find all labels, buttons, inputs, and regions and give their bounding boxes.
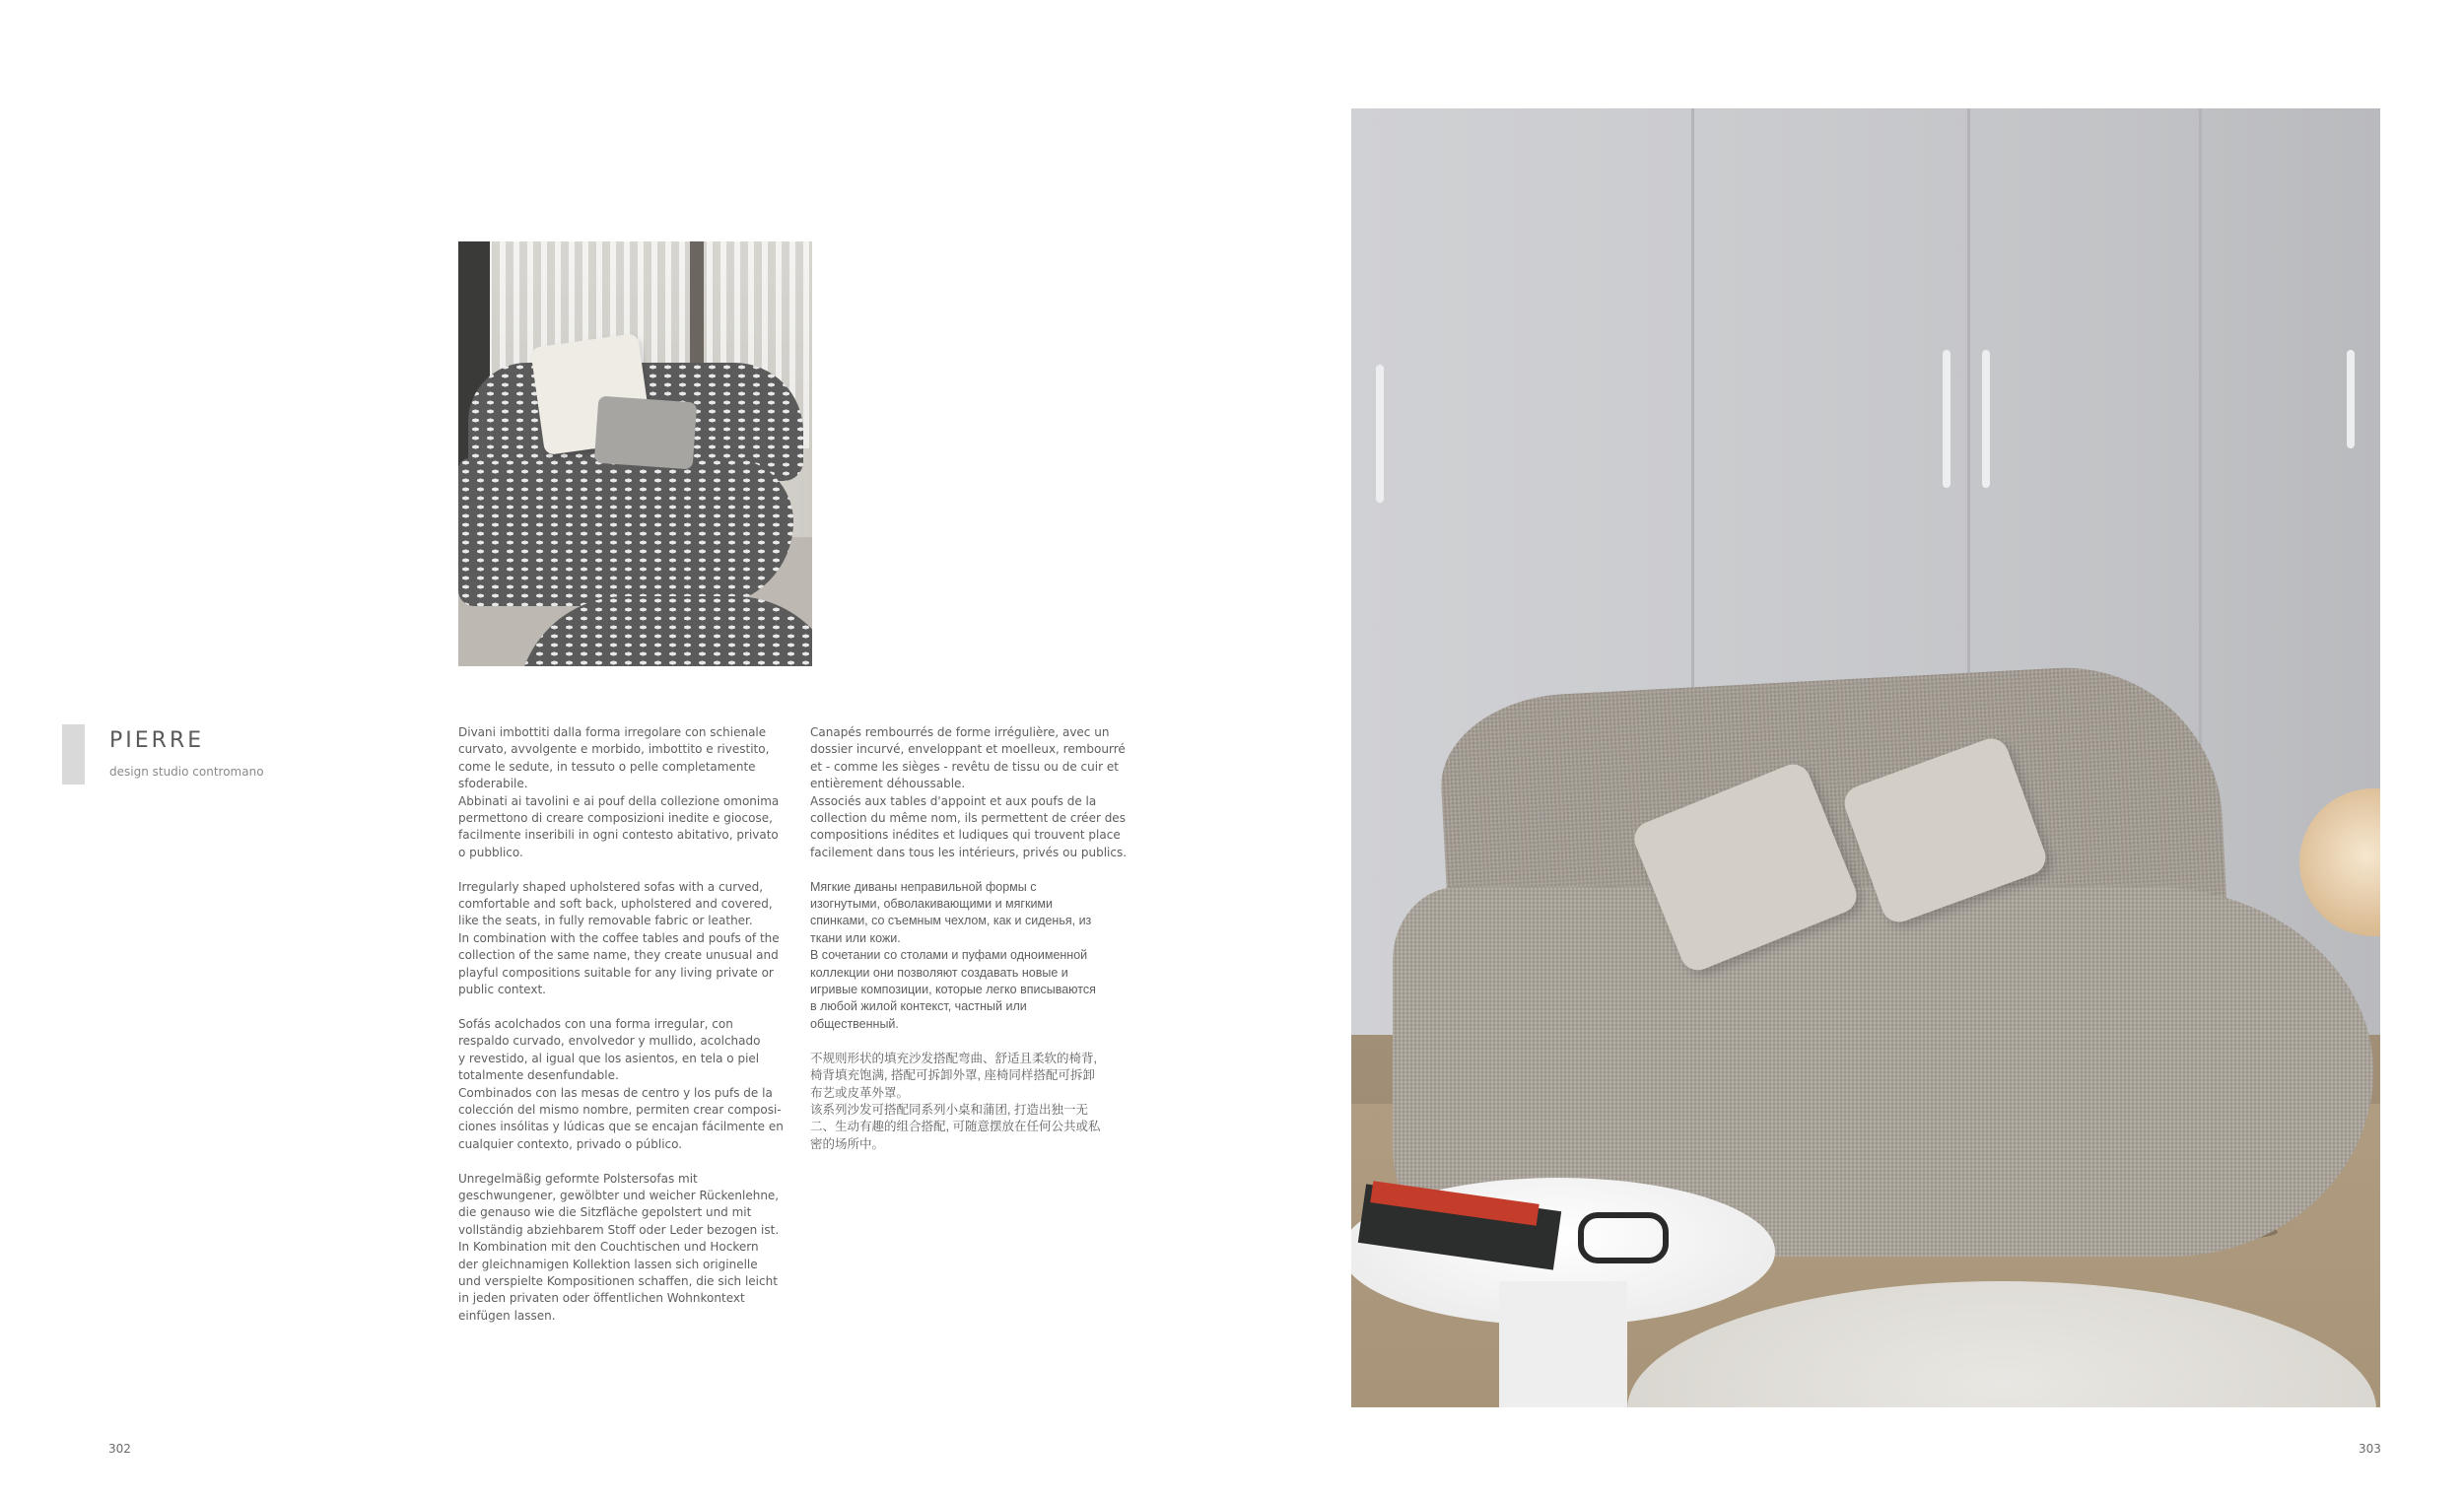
title-accent-bar: [62, 724, 85, 784]
wardrobe-handle: [2347, 350, 2355, 448]
description-chinese: 不规则形状的填充沙发搭配弯曲、舒适且柔软的椅背, 椅背填充饱满, 搭配可拆卸外罩, 座椅同样搭配可拆卸 布艺或皮革外罩。 该系列沙发可搭配同系列小桌和蒲团, 打造出独一无 二、生动有趣的组合搭配, 可随意摆放在任何公共或私 密的场所中。: [810, 1051, 1101, 1151]
description-column-right: [810, 724, 1145, 1171]
page-number-left: 302: [108, 1442, 131, 1456]
product-title: PIERRE: [109, 728, 205, 753]
description-english: Irregularly shaped upholstered sofas with a curved, comfortable and soft back, upholstered and covered, like the seats, in fully removable fabric or leather. In combination with the coffee tables and poufs of the collection of the same name, they create unusual and playful compositions suitable for any living private or public context.: [458, 879, 780, 997]
description-french: Canapés rembourrés de forme irrégulière, avec un dossier incurvé, enveloppant et moelleux, rembourré et - comme les sièges - revêtu de tissu ou de cuir et entièrement déhoussable. Associés aux tables d'appoint et aux poufs de la collection du même nom, ils permettent de créer des compositions inédites et ludiques qui trouvent place facilement dans tous les intérieurs, privés ou publics.: [810, 725, 1128, 859]
description-russian: Мягкие диваны неправильной формы с изогнутыми, обволакивающими и мягкими спинками, со съемным чехлом, как и сиденья, из ткани или кожи. В сочетании со столами и пуфами одноименной коллекции они позволяют создавать новые и игривые композиции, которые легко вписываются в любой жилой контекст, частный или общественный.: [810, 879, 1096, 1031]
grey-cushion: [594, 396, 697, 470]
decorative-object: [1578, 1212, 1669, 1263]
description-italian: Divani imbottiti dalla forma irregolare con schienale curvato, avvolgente e morbido, imbottito e rivestito, come le sedute, in tessuto o pelle completamente sfoderabile. Abbinati ai tavolini e ai pouf della collezione omonima permettono di creare composizioni inedite e giocose, facilmente inseribili in ogni contesto abitativo, privato o pubblico.: [458, 725, 780, 859]
page-number-right: 303: [2359, 1442, 2381, 1456]
description-spanish: Sofás acolchados con una forma irregular, con respaldo curvado, envolvedor y mullido, acolchado y revestido, al igual que los asientos, en tela o piel totalmente desenfundable. Combinados con las mesas de centro y los pufs de la colección del mismo nombre, permiten crear composi- ciones insólitas y lúdicas que se encajan fácilmente en cualquier contexto, privado o público.: [458, 1016, 784, 1151]
product-main-photo: [1351, 108, 2380, 1407]
product-detail-photo: [458, 241, 812, 666]
wardrobe-handle: [1982, 350, 1990, 488]
side-table-base: [1499, 1281, 1627, 1407]
description-german: Unregelmäßig geformte Polstersofas mit geschwungener, gewölbter und weicher Rückenlehne, die genauso wie die Sitzfläche gepolstert und mit vollständig abziehbarem Stoff oder Leder bezogen ist. In Kombination mit den Couchtischen und Hockern der gleichnamigen Kollektion lassen sich originelle und verspielte Kompositionen schaffen, die sich leicht in jeden privaten oder öffentlichen Wohnkontext einfügen lassen.: [458, 1171, 780, 1323]
wardrobe-handle: [1943, 350, 1951, 488]
description-column-left: [458, 724, 793, 1342]
product-designer: design studio contromano: [109, 765, 264, 779]
wardrobe-handle: [1376, 365, 1384, 503]
patterned-sofa-seat: [458, 458, 793, 606]
